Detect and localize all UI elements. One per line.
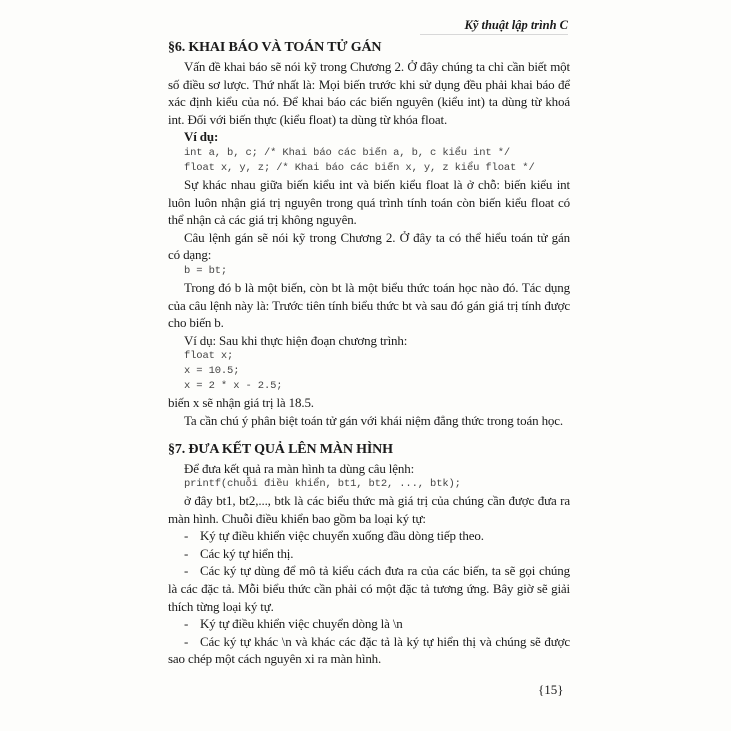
text-line: là các đặc tả. Mỗi biểu thức cần phải có một đặc tả tương ứng. Bây giờ sẽ giải [168,581,570,597]
bullet-dash-icon: - [184,545,189,561]
text-line: §7. ĐƯA KẾT QUẢ LÊN MÀN HÌNH [168,441,393,457]
code-block [168,146,570,176]
section-heading [168,38,570,58]
text-line: thích từng loại ký tự. [168,598,274,614]
text-line: Trong đó b là một biến, còn bt là một biểu thức toán học nào đó. Tác dụng [184,279,570,295]
paragraph [168,128,570,146]
bullet-dash-icon: - [184,633,189,649]
text-line: x = 2 * x - 2.5; [184,380,283,393]
text-line: Ký tự điều khiển việc chuyển xuống đầu dòng tiếp theo. [200,528,484,544]
text-line: int a, b, c; /* Khai báo các biến a, b, c kiểu int */ [184,146,511,159]
bullet-item [168,527,570,545]
text-line: biến x sẽ nhận giá trị là 18.5. [168,395,314,411]
text-line: luôn luôn nhận giá trị nguyên trong quá trình tính toán còn biến kiểu float có [168,194,570,210]
bullet-item [168,545,570,563]
text-line: int. Đối với biến thực (kiểu float) ta dùng từ khóa float. [168,111,448,127]
text-line: Ví dụ: [184,129,219,145]
spacer [168,430,570,440]
text-line: Ví dụ: Sau khi thực hiện đoạn chương trình: [184,332,408,348]
text-line: b = bt; [184,264,228,277]
bullet-row [168,562,570,580]
bullet-item [168,562,570,615]
text-line: cho biến b. [168,315,224,331]
running-header: Kỹ thuật lập trình C [420,18,568,35]
text-line: §6. KHAI BÁO VÀ TOÁN TỬ GÁN [168,40,382,55]
text-line: số điều sơ lược. Thứ nhất là: Mọi biến trước khi sử dụng đều phải khai báo để [168,76,570,92]
code-block [168,477,570,492]
text-line: Các ký tự dùng để mô tả kiểu cách đưa ra của các biến, ta sẽ gọi chúng [200,563,570,579]
page-number: {15} [538,682,564,697]
code-block [168,264,570,279]
text-line: printf(chuỗi điều khiển, bt1, bt2, ..., btk); [184,478,461,491]
text-line: float x, y, z; /* Khai báo các biến x, y, z kiểu float */ [184,161,535,174]
text-line: màn hình. Chuỗi điều khiển bao gồm ba loại ký tự: [168,510,426,526]
text-line: xác định kiểu của nó. Để khai báo các biến nguyên (kiểu int) ta dùng từ khoá [168,94,570,110]
text-line: Các ký tự khác \n và khác các đặc tả là ký tự hiển thị và chúng sẽ được [200,633,570,649]
paragraph [168,460,570,478]
text-line: có dạng: [168,247,212,263]
paragraph [168,394,570,412]
paragraph [168,229,570,264]
paragraph [168,176,570,229]
text-line: của câu lệnh này là: Trước tiên tính biểu thức bt và sau đó gán giá trị tính được [168,297,570,313]
section-heading [168,440,570,460]
code-block [168,349,570,394]
paragraph [168,332,570,350]
bullet-row [168,633,570,651]
paragraph [168,492,570,527]
bullet-dash-icon: - [184,563,189,579]
text-line: thể nhận cả các giá trị không nguyên. [168,212,357,228]
text-line: Ký tự điều khiển việc chuyển dòng là \n [200,616,403,632]
bullet-row [168,615,570,633]
bullet-dash-icon: - [184,616,189,632]
paragraph [168,279,570,332]
bullet-row [168,527,570,545]
text-line: Các ký tự hiển thị. [200,545,294,561]
paragraph [168,412,570,430]
text-line: Ta cần chú ý phân biệt toán tử gán với khái niệm đẳng thức trong toán học. [184,412,563,428]
text-line: sao chép một cách nguyên xi ra màn hình. [168,651,382,667]
text-line: Để đưa kết quả ra màn hình ta dùng câu lệnh: [184,460,415,476]
text-line: float x; [184,350,234,363]
text-line: x = 10.5; [184,365,240,378]
text-line: Câu lệnh gán sẽ nói kỹ trong Chương 2. Ở đây ta có thể hiểu toán tử gán [184,229,570,245]
text-line: ở đây bt1, bt2,..., btk là các biểu thức mà giá trị của chúng cần được đưa ra [184,493,570,509]
paragraph [168,58,570,128]
page-body [168,38,570,668]
text-line: Vấn đề khai báo sẽ nói kỹ trong Chương 2. Ở đây chúng ta chỉ cần biết một [184,59,570,74]
bullet-row [168,545,570,563]
bullet-dash-icon: - [184,528,189,544]
bullet-item [168,615,570,633]
text-line: Sự khác nhau giữa biến kiểu int và biến kiểu float là ở chỗ: biến kiểu int [184,176,570,192]
bullet-item [168,633,570,668]
